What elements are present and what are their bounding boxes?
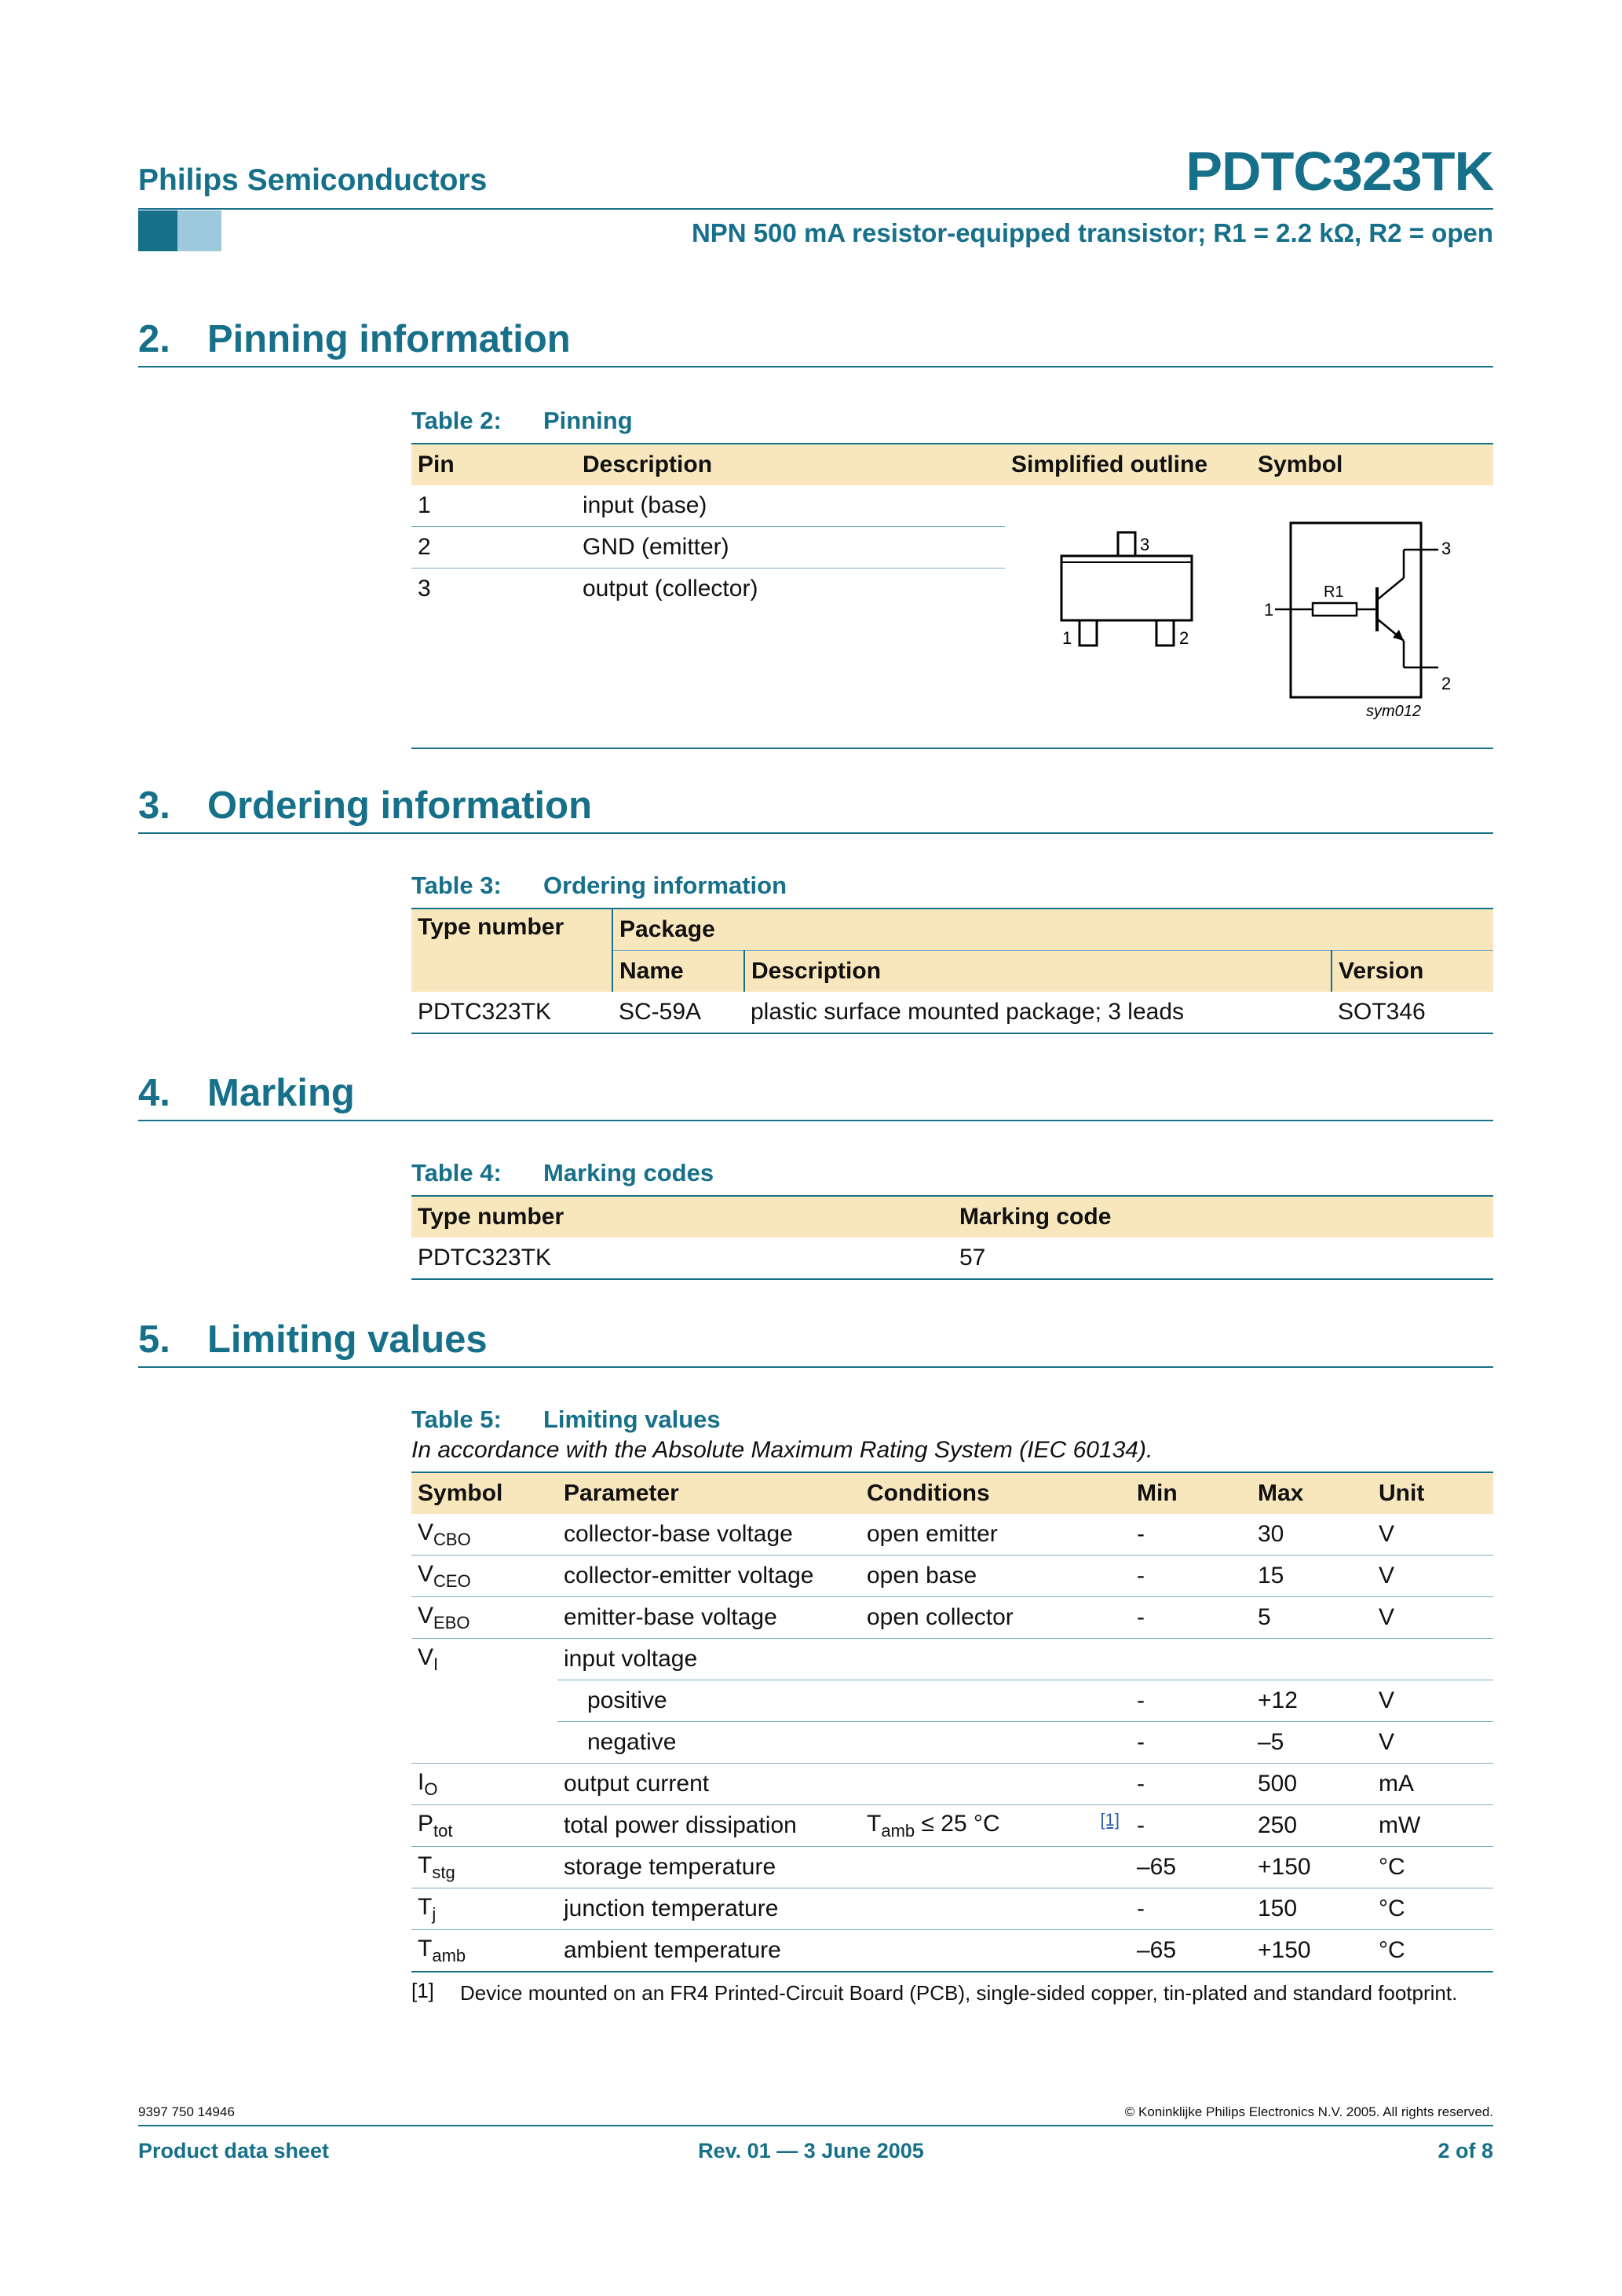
cell-description: plastic surface mounted package; 3 leads (744, 992, 1332, 1033)
col-header-unit: Unit (1372, 1472, 1493, 1514)
cell-pin: 1 (411, 485, 576, 527)
cell-parameter: ambient temperature (557, 1930, 860, 1972)
cell-pin: 3 (418, 576, 431, 601)
cell-min: - (1131, 1597, 1251, 1639)
cell-max: +12 (1251, 1680, 1372, 1722)
cell-unit: °C (1372, 1847, 1493, 1888)
cell-max: 250 (1251, 1805, 1372, 1847)
table-row (411, 1930, 1493, 1972)
cell-parameter: emitter-base voltage (557, 1597, 860, 1639)
table-row (411, 485, 1493, 527)
cell-conditions: $T_{amb} \le 25$ °C [1] (860, 1805, 1131, 1847)
cell-symbol (411, 1680, 557, 1722)
cell-symbol: $V_{EBO}$ (411, 1597, 557, 1639)
section-limiting-heading (138, 1318, 1493, 1368)
table-row (411, 1639, 1493, 1680)
cell-max: –5 (1251, 1722, 1372, 1764)
section-pinning-heading (138, 317, 1493, 367)
cell-unit: V (1372, 1514, 1493, 1556)
table-row (411, 1238, 1493, 1279)
symbol-label-2: 2 (1441, 674, 1452, 693)
table-row (411, 992, 1493, 1033)
cell-unit: °C (1372, 1888, 1493, 1930)
table-row (411, 1888, 1493, 1930)
cell-conditions (860, 1764, 1131, 1805)
footer-rule (138, 2125, 1493, 2126)
table-caption-title: Pinning (543, 407, 633, 434)
cell-parameter: total power dissipation (557, 1805, 860, 1847)
cell-parameter: collector-base voltage (557, 1514, 860, 1556)
table-caption-label: Table 3: (411, 872, 502, 899)
pin1-lead (1080, 620, 1097, 645)
table-row (411, 1764, 1493, 1805)
footnote-number: [1] (411, 1979, 434, 2002)
section-number: 5. (138, 1318, 170, 1361)
table-ordering (411, 908, 1493, 1034)
outline-cell (1005, 485, 1251, 748)
table-row (411, 1556, 1493, 1597)
col-header-description: Description (744, 951, 1332, 993)
cell-min: - (1131, 1556, 1251, 1597)
symbol-cell (1251, 485, 1493, 748)
cell-symbol: $T_j$ (411, 1888, 557, 1930)
cell-min: - (1131, 1680, 1251, 1722)
symbol-label-3: 3 (1441, 539, 1452, 558)
table-caption-label: Table 4: (411, 1159, 502, 1186)
outline-label-1: 1 (1062, 628, 1072, 648)
section-title: Marking (207, 1072, 355, 1114)
cell-max: 30 (1251, 1514, 1372, 1556)
cell-symbol (411, 1722, 557, 1764)
cell-max: 500 (1251, 1764, 1372, 1805)
section-marking-heading (138, 1071, 1493, 1121)
cell-unit: V (1372, 1597, 1493, 1639)
cell-parameter: collector-emitter voltage (557, 1556, 860, 1597)
cell-parameter: output current (557, 1764, 860, 1805)
cell-max: 150 (1251, 1888, 1372, 1930)
cell-type-number: PDTC323TK (411, 1238, 953, 1279)
cell-min: - (1131, 1888, 1251, 1930)
table5-note: In accordance with the Absolute Maximum Rating System (IEC 60134). (411, 1437, 1153, 1463)
table-caption-title: Limiting values (543, 1406, 721, 1433)
footnote-text: Device mounted on an FR4 Printed-Circuit Board (PCB), single-sided copper, tin-plated and standard footprint. (460, 1981, 1458, 2005)
pin2-lead (1156, 620, 1174, 645)
cell-conditions: open emitter (860, 1514, 1131, 1556)
col-header-name: Name (612, 951, 744, 993)
cell-unit: mW (1372, 1805, 1493, 1847)
cell-symbol: $V_{CBO}$ (411, 1514, 557, 1556)
cell-symbol: $P_{tot}$ (411, 1805, 557, 1847)
col-header-type-number: Type number (411, 909, 612, 992)
cell-parameter: input voltage (557, 1639, 860, 1680)
package-body (1061, 556, 1192, 620)
cell-unit: °C (1372, 1930, 1493, 1972)
table-caption-title: Marking codes (543, 1159, 714, 1186)
section-ordering-heading (138, 784, 1493, 834)
symbol-label-1: 1 (1264, 600, 1274, 620)
col-header-pin: Pin (411, 444, 576, 485)
cell-min: - (1131, 1764, 1251, 1805)
section-title: Pinning information (207, 318, 571, 360)
table-row (411, 1847, 1493, 1888)
cell-conditions (860, 1847, 1131, 1888)
cell-type-number: PDTC323TK (411, 992, 612, 1033)
cell-parameter: junction temperature (557, 1888, 860, 1930)
doc-type: Product data sheet (138, 2139, 330, 2163)
cell-symbol: $V_I$ (418, 1643, 439, 1674)
table-row (411, 1722, 1493, 1764)
cell-description: GND (emitter) (576, 527, 1005, 569)
symbol-label-r1: R1 (1324, 583, 1344, 601)
section-number: 3. (138, 784, 170, 827)
cell-min (1131, 1639, 1251, 1680)
cell-max (1251, 1639, 1372, 1680)
product-title: PDTC323TK (1185, 141, 1493, 202)
simplified-outline-diagram (1005, 485, 1251, 721)
outline-label-3: 3 (1140, 535, 1150, 554)
cell-conditions (860, 1930, 1131, 1972)
cell-unit (1372, 1639, 1493, 1680)
cell-min: –65 (1131, 1847, 1251, 1888)
col-header-type-number: Type number (411, 1196, 953, 1238)
cell-min: - (1131, 1722, 1251, 1764)
cell-max: +150 (1251, 1847, 1372, 1888)
table-caption-label: Table 2: (411, 407, 502, 434)
table-limiting-values (411, 1472, 1493, 1972)
cell-max: 15 (1251, 1556, 1372, 1597)
col-header-max: Max (1251, 1472, 1372, 1514)
table-row (411, 1597, 1493, 1639)
resistor-r1 (1313, 603, 1357, 616)
col-header-marking-code: Marking code (953, 1196, 1493, 1238)
table-row (411, 1680, 1493, 1722)
table-marking (411, 1195, 1493, 1280)
cell-max: +150 (1251, 1930, 1372, 1972)
cell-symbol: $V_{CEO}$ (411, 1556, 557, 1597)
transistor-symbol-diagram (1251, 485, 1493, 721)
col-header-symbol: Symbol (1251, 444, 1493, 485)
outline-label-2: 2 (1179, 628, 1189, 648)
cell-min: - (1131, 1805, 1251, 1847)
cell-conditions: open collector (860, 1597, 1131, 1639)
footnote-ref-link[interactable]: [1] (1100, 1810, 1120, 1830)
header-rule (138, 208, 1493, 210)
table2-caption (411, 407, 633, 435)
cell-name: SC-59A (612, 992, 744, 1033)
col-header-parameter: Parameter (557, 1472, 860, 1514)
cell-parameter: positive (557, 1680, 860, 1722)
cell-conditions (860, 1639, 1131, 1680)
cell-symbol: $T_{amb}$ (411, 1930, 557, 1972)
col-header-min: Min (1131, 1472, 1251, 1514)
col-header-symbol: Symbol (411, 1472, 557, 1514)
col-header-outline: Simplified outline (1005, 444, 1251, 485)
table-caption-title: Ordering information (543, 872, 787, 899)
page-number: 2 of 8 (1438, 2139, 1493, 2163)
cell-marking-code: 57 (953, 1238, 1493, 1279)
cell-pin: 2 (411, 527, 576, 569)
doc-number: 9397 750 14946 (138, 2104, 235, 2119)
cell-max: 5 (1251, 1597, 1372, 1639)
cell-unit: V (1372, 1722, 1493, 1764)
cell-unit: V (1372, 1680, 1493, 1722)
table5-caption (411, 1406, 721, 1434)
cell-conditions (860, 1680, 1131, 1722)
cell-symbol: $T_{stg}$ (411, 1847, 557, 1888)
col-header-description: Description (576, 444, 1005, 485)
cell-unit: mA (1372, 1764, 1493, 1805)
symbol-code: sym012 (1366, 703, 1422, 720)
col-header-conditions: Conditions (860, 1472, 1131, 1514)
cell-conditions (860, 1888, 1131, 1930)
table4-caption (411, 1159, 714, 1187)
section-number: 2. (138, 318, 170, 360)
cell-min: –65 (1131, 1930, 1251, 1972)
cell-conditions (860, 1722, 1131, 1764)
cell-description: output (collector) (583, 576, 758, 601)
table-row (411, 1805, 1493, 1847)
table3-caption (411, 872, 787, 900)
col-header-version: Version (1332, 951, 1493, 993)
cell-parameter: storage temperature (557, 1847, 860, 1888)
table-caption-label: Table 5: (411, 1406, 502, 1433)
section-title: Limiting values (207, 1318, 488, 1361)
cell-unit: V (1372, 1556, 1493, 1597)
table-row (411, 1514, 1493, 1556)
section-number: 4. (138, 1072, 170, 1114)
cell-description: input (base) (576, 485, 1005, 527)
cell-parameter: negative (557, 1722, 860, 1764)
cell-version: SOT346 (1332, 992, 1493, 1033)
company-name: Philips Semiconductors (138, 163, 488, 197)
cell-min: - (1131, 1514, 1251, 1556)
header-block-light (177, 210, 221, 251)
col-header-package: Package (612, 909, 1493, 951)
section-title: Ordering information (207, 784, 592, 827)
table-pinning (411, 443, 1493, 749)
product-subtitle: NPN 500 mA resistor-equipped transistor; R1 = 2.2 kΩ, R2 = open (691, 218, 1493, 247)
pin3-lead (1118, 532, 1135, 556)
cell-conditions: open base (860, 1556, 1131, 1597)
revision: Rev. 01 — 3 June 2005 (698, 2139, 924, 2163)
cell-symbol: $I_O$ (411, 1764, 557, 1805)
copyright: © Koninklijke Philips Electronics N.V. 2005. All rights reserved. (1124, 2104, 1493, 2119)
header-block-dark (138, 210, 177, 251)
